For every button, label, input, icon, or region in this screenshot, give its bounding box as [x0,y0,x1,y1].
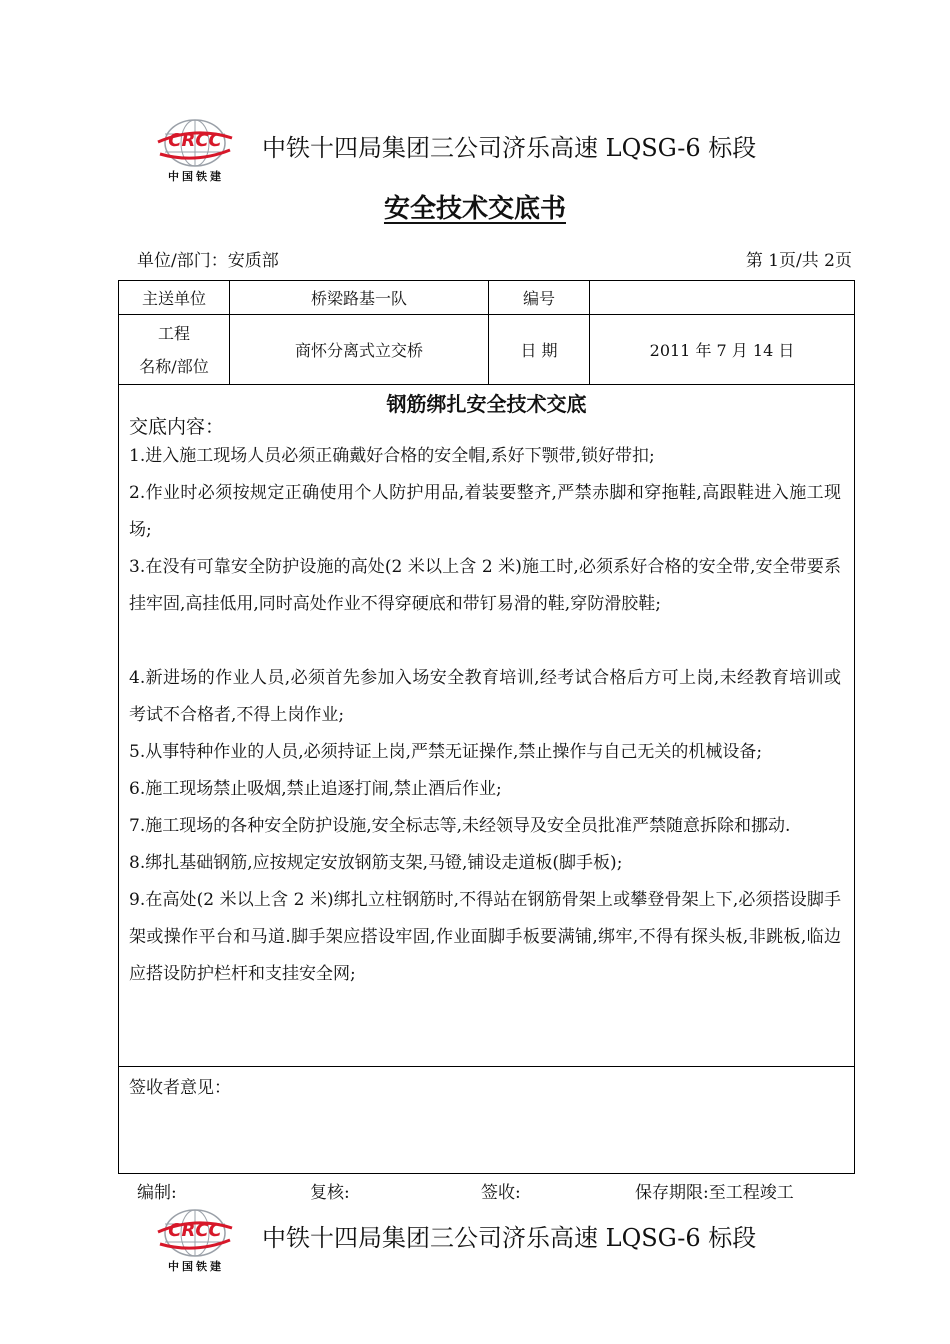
logo-caption: 中国铁建 [168,170,224,183]
number-value [590,281,855,315]
info-row-project [119,315,855,385]
page-indicator: 第 1页/共 2页 [745,251,852,271]
section-title: 钢筋绑扎安全技术交底 [386,392,587,416]
briefing-items [129,438,841,993]
info-row-sender [119,281,855,315]
sender-value: 桥梁路基一队 [230,281,489,315]
project-label: 工程 名称/部位 [119,315,230,385]
briefing-item: 9.在高处(2 米以上含 2 米)绑扎立柱钢筋时,不得站在钢筋骨架上或攀登骨架上下,必须搭设脚手架或操作平台和马道.脚手架应搭设牢固,作业面脚手板要满铺,绑牢,不得有探头板,非跳板,临边应搭设防护栏杆和支挂安全网; [129,890,841,984]
letterhead-bottom [150,1208,790,1278]
letterhead-title: 中铁十四局集团三公司济乐高速 LQSG-6 标段 [262,134,757,162]
briefing-item: 5.从事特种作业的人员,必须持证上岗,严禁无证操作,禁止操作与自己无关的机械设备; [129,742,763,762]
crcc-logo [150,1208,240,1278]
prepared-by: 编制: [137,1183,177,1203]
letterhead-top [150,118,790,188]
info-table [118,280,855,385]
briefing-item: 4.新进场的作业人员,必须首先参加入场安全教育培训,经考试合格后方可上岗,未经教育培训或考试不合格者,不得上岗作业; [129,668,841,725]
reviewed-by: 复核: [310,1183,350,1203]
received-by: 签收: [481,1183,521,1203]
logo-caption: 中国铁建 [168,1260,224,1273]
signoff-box [118,1066,855,1174]
crcc-globe-icon [150,1208,240,1258]
crcc-globe-icon [150,118,240,168]
briefing-item: 8.绑扎基础钢筋,应按规定安放钢筋支架,马镫,铺设走道板(脚手板); [129,853,623,873]
number-label: 编号 [489,281,590,315]
briefing-item: 2.作业时必须按规定正确使用个人防护用品,着装要整齐,严禁赤脚和穿拖鞋,高跟鞋进入施工现场; [129,483,841,540]
svg-text:CRCC: CRCC [168,130,222,151]
document-title: 安全技术交底书 [383,194,566,224]
unit-department: 单位/部门：安质部 [137,251,279,271]
date-label: 日 期 [489,315,590,385]
briefing-item: 6.施工现场禁止吸烟,禁止追逐打闹,禁止酒后作业; [129,779,502,799]
letterhead-title: 中铁十四局集团三公司济乐高速 LQSG-6 标段 [262,1224,757,1252]
date-value: 2011 年 7 月 14 日 [590,315,855,385]
briefing-content [118,384,855,1066]
briefing-item: 7.施工现场的各种安全防护设施,安全标志等,未经领导及安全员批准严禁随意拆除和挪动. [129,816,791,836]
crcc-logo [150,118,240,188]
sender-label: 主送单位 [119,281,230,315]
briefing-item: 3.在没有可靠安全防护设施的高处(2 米以上含 2 米)施工时,必须系好合格的安全带,安全带要系挂牢固,高挂低用,同时高处作业不得穿硬底和带钉易滑的鞋,穿防滑胶鞋; [129,557,841,614]
signoff-label: 签收者意见： [129,1078,231,1098]
content-label: 交底内容： [129,416,225,438]
project-value: 商怀分离式立交桥 [230,315,489,385]
svg-text:CRCC: CRCC [168,1220,222,1241]
briefing-item: 1.进入施工现场人员必须正确戴好合格的安全帽,系好下颚带,锁好带扣; [129,446,655,466]
retention-period: 保存期限:至工程竣工 [635,1183,794,1203]
